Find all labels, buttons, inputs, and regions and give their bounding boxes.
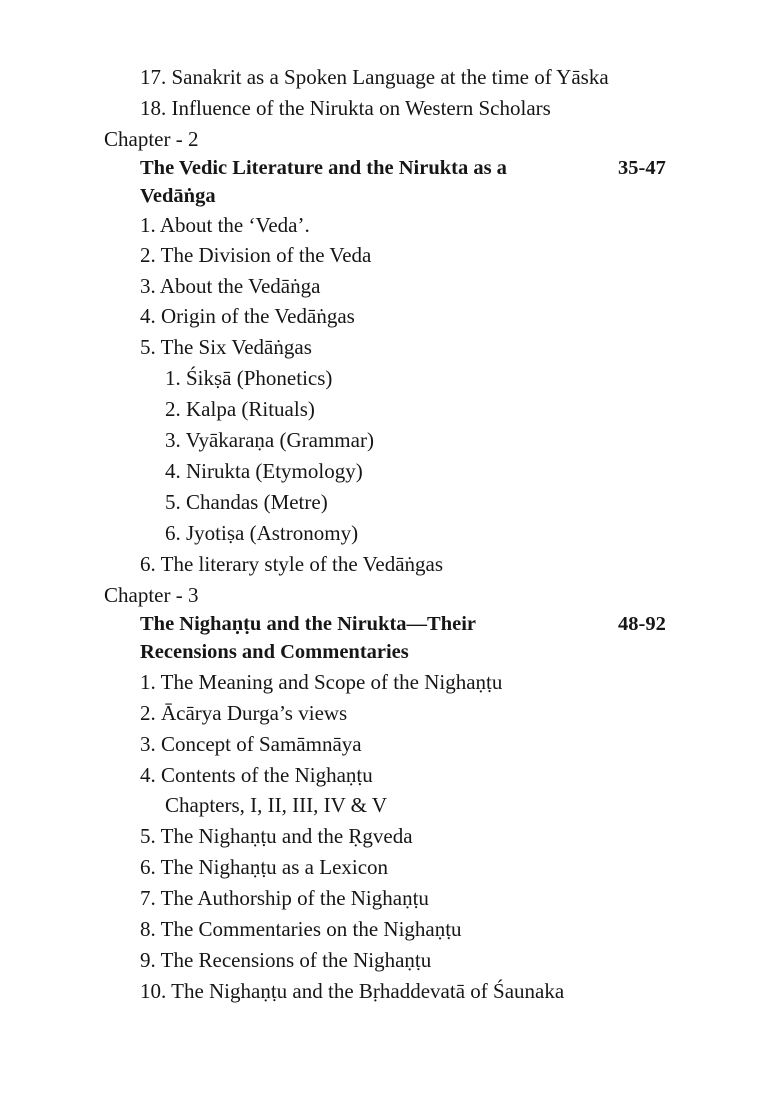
toc-item: 5. The Nighaṇṭu and the Ṛgveda <box>140 824 413 848</box>
toc-subitem: 3. Vyākaraṇa (Grammar) <box>165 428 374 452</box>
chapter-2-title-line1: The Vedic Literature and the Nirukta as a <box>140 157 507 179</box>
toc-item: 1. The Meaning and Scope of the Nighaṇṭu <box>140 670 503 694</box>
toc-item: 3. About the Vedāṅga <box>140 274 321 298</box>
chapter-2-page-range: 35-47 <box>618 157 666 179</box>
toc-item: 6. The literary style of the Vedāṅgas <box>140 552 444 576</box>
toc-item: 1. About the ‘Veda’. <box>140 213 310 237</box>
chapter-3-title-line1: The Nighaṇṭu and the Nirukta—Their <box>140 613 477 635</box>
toc-item: 2. Ācārya Durga’s views <box>140 701 348 725</box>
toc-item: 10. The Nighaṇṭu and the Bṛhaddevatā of Śaunaka <box>140 979 565 1003</box>
toc-item: 18. Influence of the Nirukta on Western Scholars <box>140 96 551 120</box>
toc-item: 8. The Commentaries on the Nighaṇṭu <box>140 917 462 941</box>
chapter-2-label: Chapter - 2 <box>104 127 199 151</box>
toc-subitem: 6. Jyotiṣa (Astronomy) <box>165 521 359 545</box>
toc-item: 5. The Six Vedāṅgas <box>140 335 312 359</box>
toc-subitem: Chapters, I, II, III, IV & V <box>165 793 388 817</box>
toc-subitem: 4. Nirukta (Etymology) <box>165 459 363 483</box>
toc-item: 4. Contents of the Nighaṇṭu <box>140 763 373 787</box>
chapter-3-label: Chapter - 3 <box>104 583 199 607</box>
toc-subitem: 2. Kalpa (Rituals) <box>165 397 315 421</box>
toc-item: 9. The Recensions of the Nighaṇṭu <box>140 948 432 972</box>
toc-item: 4. Origin of the Vedāṅgas <box>140 304 355 328</box>
toc-subitem: 5. Chandas (Metre) <box>165 490 328 514</box>
toc-item: 7. The Authorship of the Nighaṇṭu <box>140 886 429 910</box>
toc-subitem: 1. Śikṣā (Phonetics) <box>165 366 333 390</box>
toc-item: 3. Concept of Samāmnāya <box>140 732 362 756</box>
toc-item: 2. The Division of the Veda <box>140 243 372 267</box>
toc-item: 6. The Nighaṇṭu as a Lexicon <box>140 855 389 879</box>
chapter-3-page-range: 48-92 <box>618 613 666 635</box>
toc-item: 17. Sanakrit as a Spoken Language at the time of Yāska <box>140 65 609 89</box>
chapter-3-title-line2: Recensions and Commentaries <box>140 641 409 663</box>
chapter-2-title-line2: Vedāṅga <box>140 185 216 207</box>
